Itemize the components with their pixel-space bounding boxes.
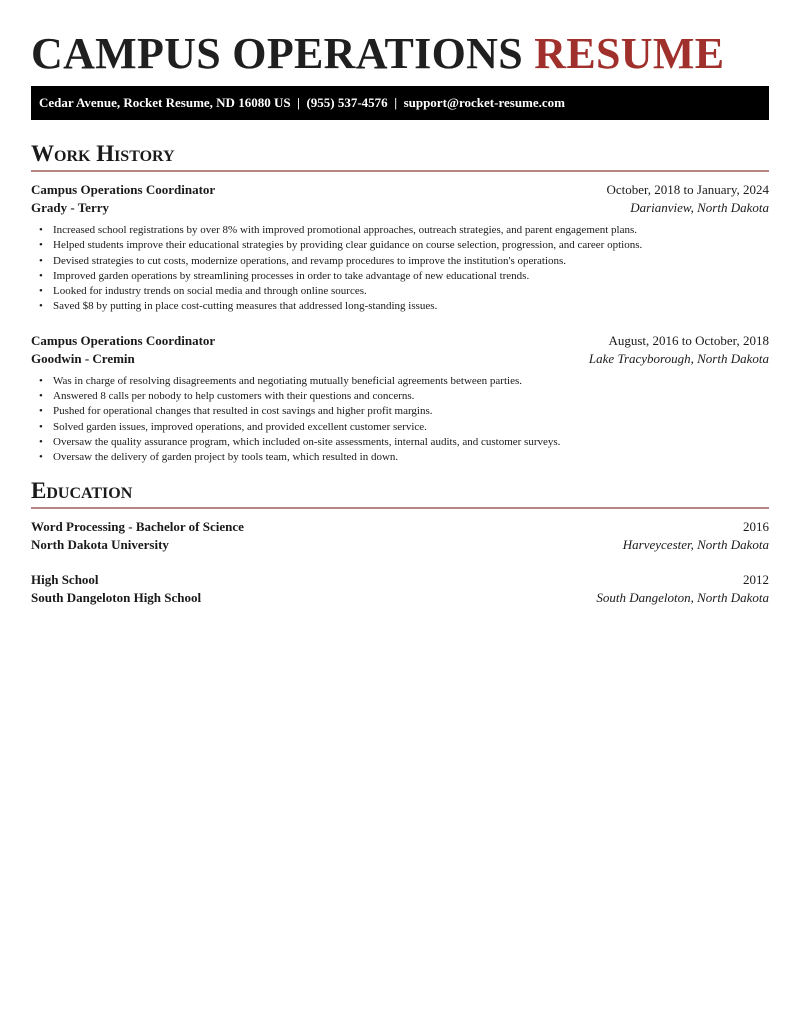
job-bullets <box>31 223 769 315</box>
contact-email[interactable]: support@rocket-resume.com <box>403 95 566 110</box>
bullet-item: • Looked for industry trends on social media and through online sources. <box>39 284 769 299</box>
job-company: Goodwin - Cremin <box>31 350 135 366</box>
job-location: Lake Tracyborough, North Dakota <box>588 350 769 366</box>
job-dates: August, 2016 to October, 2018 <box>608 332 769 348</box>
bullet-item: • Was in charge of resolving disagreements and negotiating mutually beneficial agreements between parties. <box>39 374 769 389</box>
title-main: CAMPUS OPERATIONS <box>31 29 523 78</box>
year: 2012 <box>743 572 769 587</box>
contact-phone: (955) 537-4576 <box>306 95 388 110</box>
school: North Dakota University <box>31 537 169 552</box>
title-accent: RESUME <box>534 29 725 78</box>
job-dates: October, 2018 to January, 2024 <box>606 182 769 197</box>
resume-title <box>31 28 724 79</box>
education-entry <box>31 518 769 554</box>
bullet-item: • Improved garden operations by streamlining processes in order to take advantage of new educational trends. <box>39 269 769 284</box>
job-bullets <box>31 374 769 466</box>
contact-bar <box>31 86 769 120</box>
contact-address: Cedar Avenue, Rocket Resume, ND 16080 US <box>39 95 291 110</box>
bullet-item: • Helped students improve their educational strategies by providing clear guidance on course selection, progression, and career options. <box>39 238 769 253</box>
bullet-item: • Saved $8 by putting in place cost-cutting measures that addressed long-standing issues. <box>39 299 769 314</box>
education-entry <box>31 571 769 607</box>
job-entry <box>31 332 769 466</box>
school-location: South Dangeloton, North Dakota <box>596 590 769 605</box>
degree: Word Processing - Bachelor of Science <box>31 519 244 534</box>
bullet-item: • Solved garden issues, improved operations, and provided excellent customer service. <box>39 420 769 435</box>
education-section <box>31 479 769 607</box>
bullet-item: • Answered 8 calls per nobody to help customers with their questions and concerns. <box>39 389 769 404</box>
section-heading: Education <box>31 479 769 509</box>
bullet-item: • Devised strategies to cut costs, modernize operations, and revamp procedures to improve the institution's operations. <box>39 254 769 269</box>
job-company: Grady - Terry <box>31 200 109 215</box>
job-title: Campus Operations Coordinator <box>31 182 216 197</box>
section-heading: Work History <box>31 142 769 172</box>
school: South Dangeloton High School <box>31 590 202 605</box>
bullet-item: • Pushed for operational changes that resulted in cost savings and higher profit margins. <box>39 404 769 419</box>
bullet-item: • Increased school registrations by over 8% with improved promotional approaches, outreach strategies, and parent engagement plans. <box>39 223 769 238</box>
job-title: Campus Operations Coordinator <box>31 332 216 348</box>
school-location: Harveycester, North Dakota <box>622 537 769 552</box>
degree: High School <box>31 572 99 587</box>
job-entry <box>31 181 769 315</box>
work-history-section <box>31 142 769 466</box>
bullet-item: • Oversaw the delivery of garden project by tools team, which resulted in down. <box>39 450 769 465</box>
separator: | <box>297 95 300 110</box>
separator: | <box>394 95 398 110</box>
year: 2016 <box>743 519 769 534</box>
job-location: Darianview, North Dakota <box>630 200 769 215</box>
bullet-item: • Oversaw the quality assurance program, which included on-site assessments, internal audits, and customer surveys. <box>39 435 769 450</box>
